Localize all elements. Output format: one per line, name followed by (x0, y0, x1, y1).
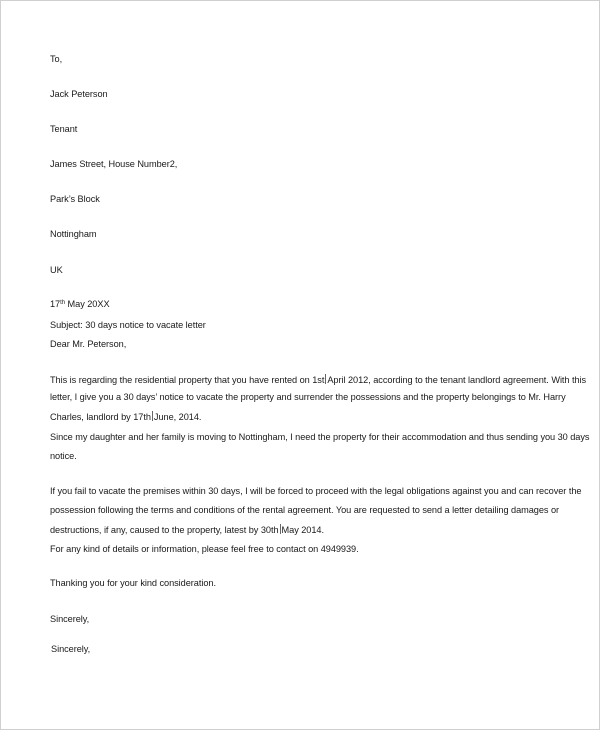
para2-line3 (50, 524, 324, 536)
subject-line: Subject: 30 days notice to vacate letter (50, 320, 206, 330)
closing-1: Sincerely, (50, 614, 90, 624)
closing-2: Sincerely, (51, 644, 91, 654)
date-rest: May 20XX (65, 299, 110, 309)
para2-line3-a: destructions, if any, caused to the property, latest by 30th (50, 525, 279, 535)
thanks-line: Thanking you for your kind consideration. (50, 578, 216, 588)
para2-line3-b: May 2014. (281, 525, 324, 535)
salutation-to: To, (50, 54, 63, 64)
para1-line1 (50, 374, 586, 386)
greeting: Dear Mr. Peterson, (50, 339, 127, 349)
letter-date (50, 299, 110, 310)
para1-line4: Since my daughter and her family is moving to Nottingham, I need the property for their accommodation and thus sending you 30 days (50, 432, 590, 442)
recipient-name: Jack Peterson (50, 89, 108, 99)
para2-line2: possession following the terms and conditions of the rental agreement. You are requested to send a letter detailing damages or (50, 505, 560, 515)
para1-line1-b: April 2012, according to the tenant landlord agreement. With this (327, 375, 587, 385)
para1-line5: notice. (50, 451, 77, 461)
para2-line1: If you fail to vacate the premises within 30 days, I will be forced to proceed with the legal obligations against you and can recover the (50, 486, 582, 496)
address-block: Park’s Block (50, 194, 100, 204)
address-city: Nottingham (50, 229, 97, 239)
date-day: 17 (50, 299, 61, 309)
text-cursor-mark (280, 524, 281, 534)
para1-line3-a: Charles, landlord by 17th (50, 412, 151, 422)
text-cursor-mark (152, 411, 153, 421)
address-country: UK (50, 265, 63, 275)
recipient-role: Tenant (50, 124, 78, 134)
para1-line3 (50, 411, 201, 423)
para1-line3-b: June, 2014. (153, 412, 202, 422)
date-day-suffix: th (60, 300, 66, 306)
address-street: James Street, House Number2, (50, 159, 178, 169)
para1-line1-a: This is regarding the residential property that you have rented on 1st (50, 375, 325, 385)
para2-line4: For any kind of details or information, please feel free to contact on 4949939. (50, 544, 359, 554)
para1-line2: letter, I give you a 30 days’ notice to vacate the property and surrender the possessions and the property belongings to Mr. Harry (50, 392, 566, 402)
